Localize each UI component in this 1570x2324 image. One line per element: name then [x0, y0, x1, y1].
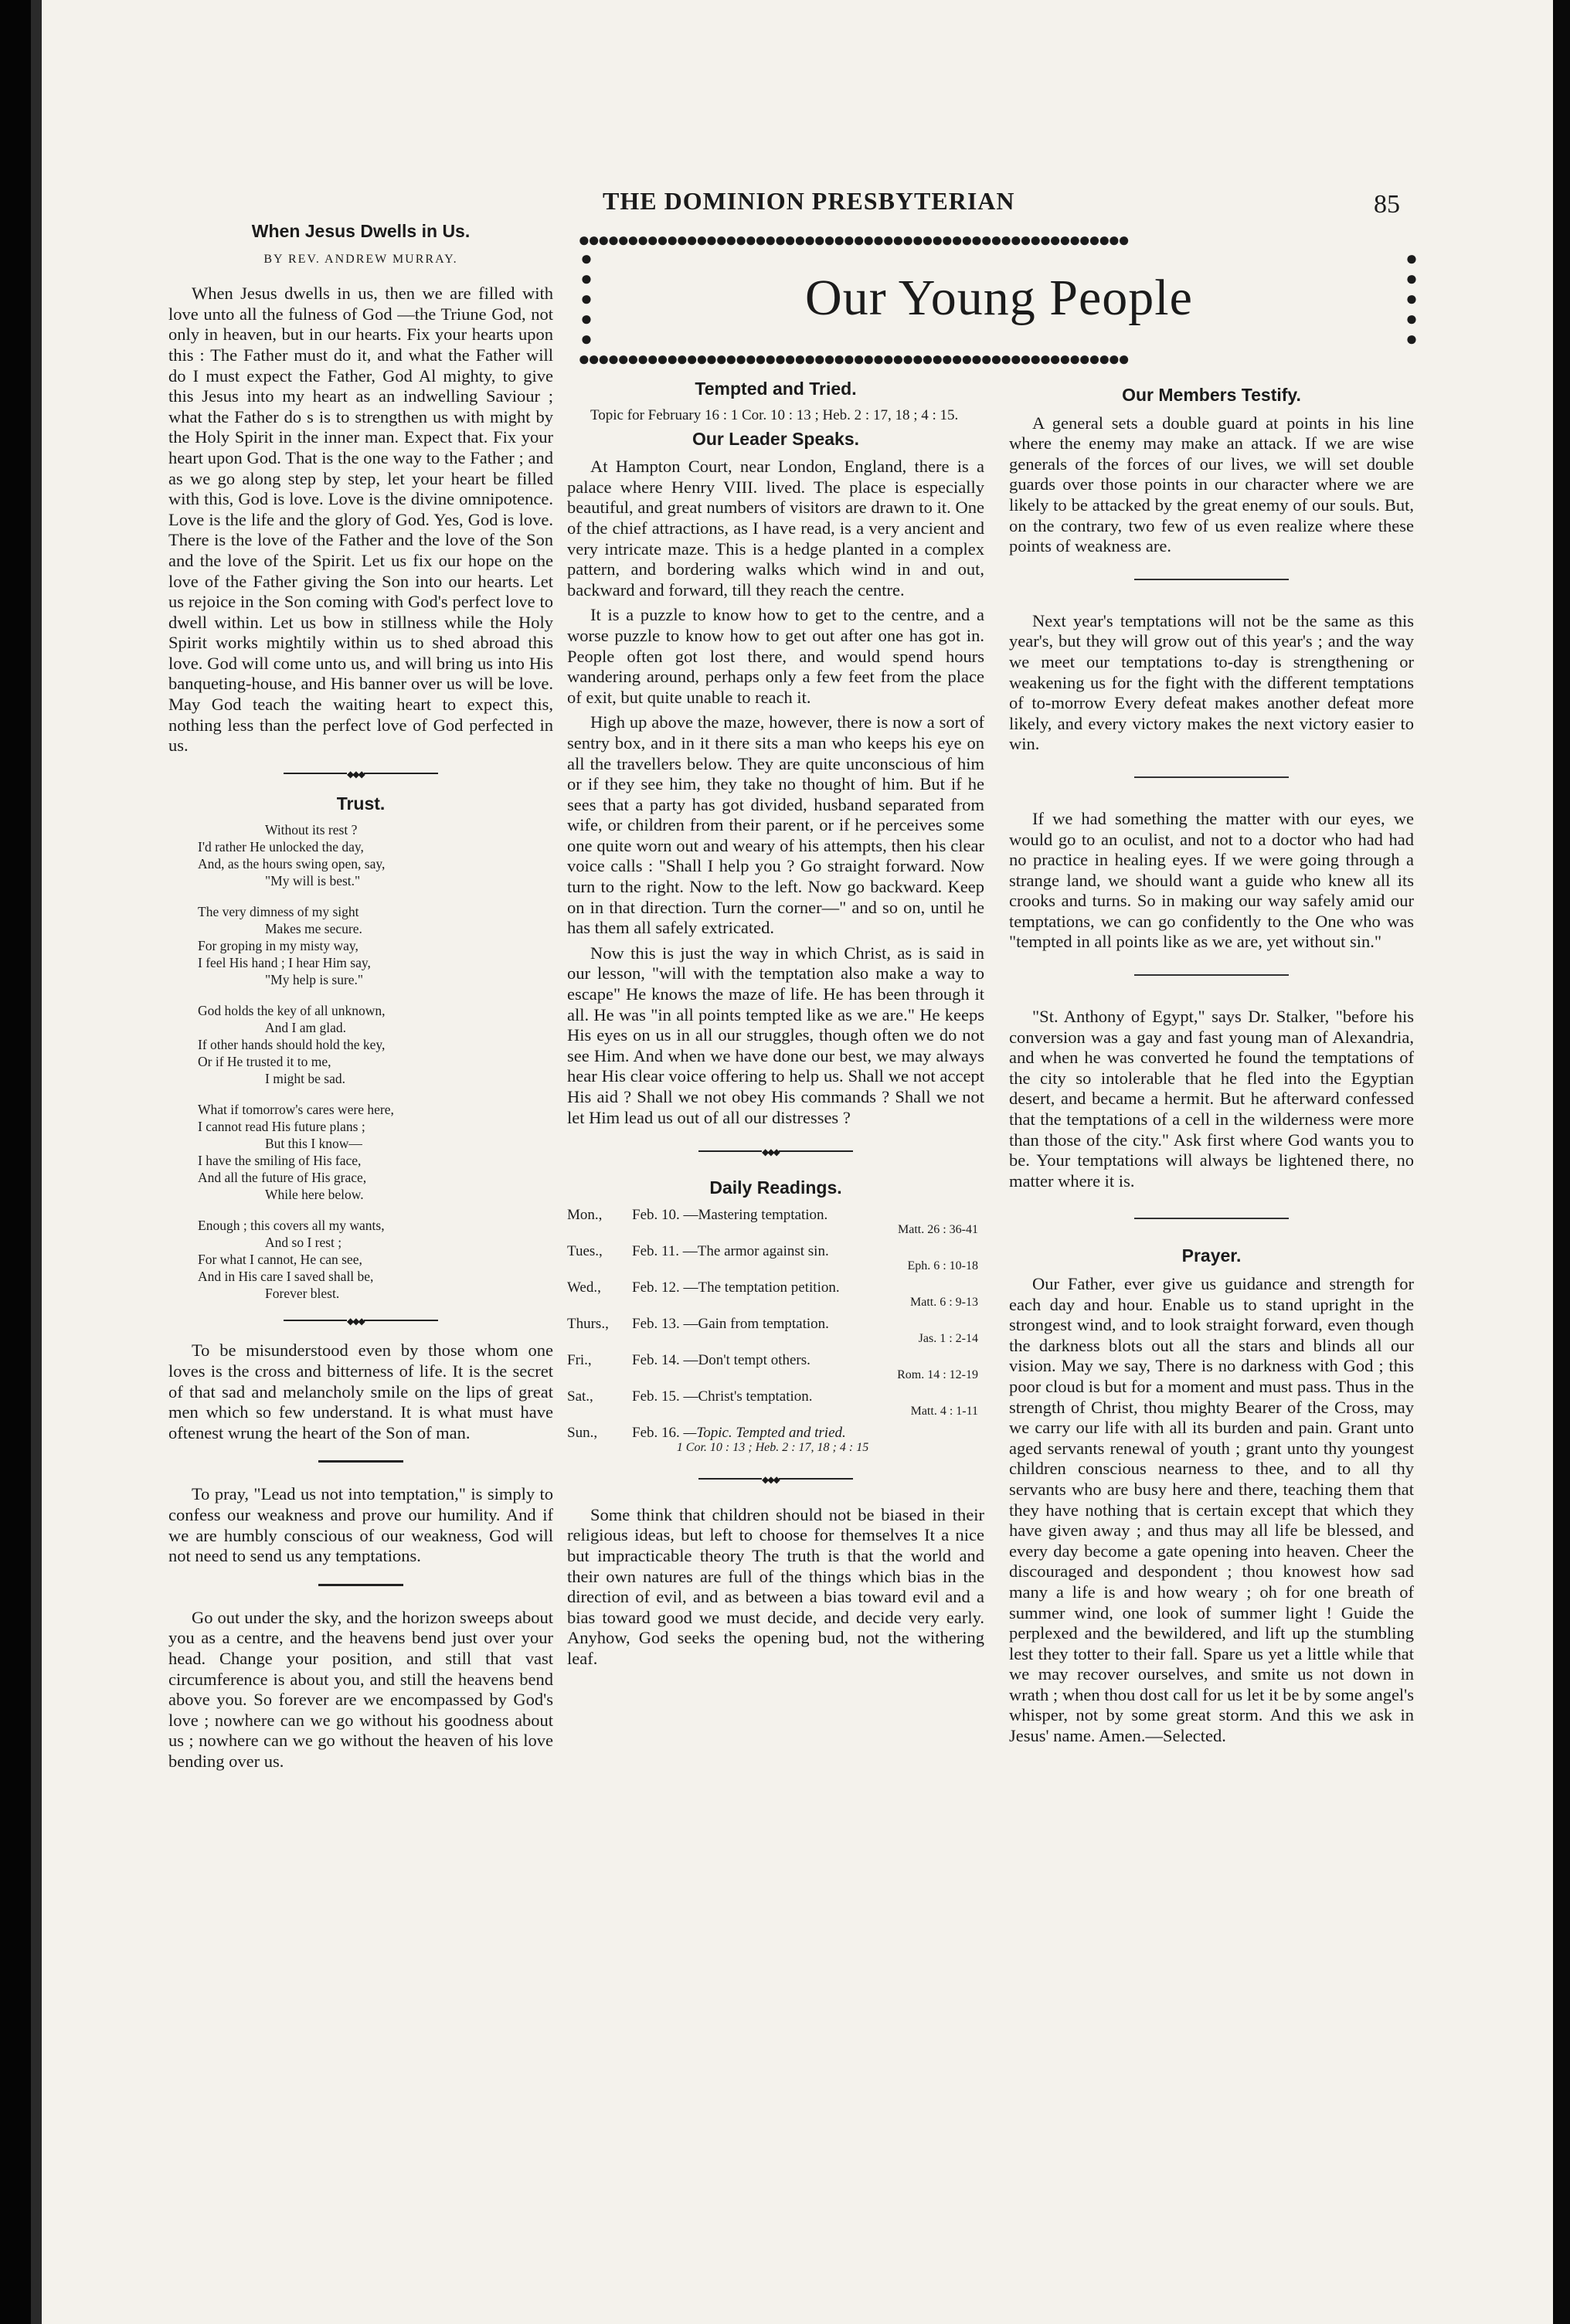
ornament-divider: [284, 1317, 438, 1323]
banner-border-top: ●●●●●●●●●●●●●●●●●●●●●●●●●●●●●●●●●●●●●●●●●●●●●●●●●●●●●●●●: [578, 232, 1128, 249]
scan-edge-left: [0, 0, 31, 2324]
page-number: 85: [1374, 190, 1400, 219]
column-middle: [567, 379, 984, 1674]
short-rule: [318, 1584, 403, 1586]
reading-row: Tues., Feb. 11. —The armor against sin. Eph. 6 : 10-18: [567, 1242, 978, 1272]
paragraph: A general sets a double guard at points in his line where the enemy may make an attack. If we are wise generals of the forces of our lives, we will set double guards over those points in our character where we are likely to be attacked by the great enemy of our souls. But, on the contrary, two few of us even realize where these points of weakness are.: [1009, 413, 1414, 556]
paragraph: It is a puzzle to know how to get to the centre, and a worse puzzle to know how to get out after one has got in. People often got lost there, and would spend hours wandering around, perhaps only a few feet from the place of exit, but quite unable to reach it.: [567, 605, 984, 707]
rule-divider: [1134, 776, 1289, 778]
paragraph-pray: To pray, "Lead us not into temptation," is simply to confess our weakness and prove our humility. And if we are humbly conscious of our weakness, God will not need to send us any temptations.: [168, 1484, 553, 1566]
banner-border-bottom: ●●●●●●●●●●●●●●●●●●●●●●●●●●●●●●●●●●●●●●●●●●●●●●●●●●●●●●●●: [578, 351, 1128, 368]
short-rule: [318, 1460, 403, 1463]
article-title: Tempted and Tried.: [695, 379, 857, 399]
banner-title: Our Young People: [805, 270, 1193, 326]
rule-divider: [1134, 579, 1289, 580]
scan-edge-left-shadow: [31, 0, 42, 2324]
ornament-divider: [698, 1148, 853, 1154]
stanza: Enough ; this covers all my wants, And so I rest ; For what I cannot, He can see, And in His care I saved shall be, Forever blest.: [198, 1218, 385, 1302]
reading-row: Sun., Feb. 16. —Topic. Tempted and tried. 1 Cor. 10 : 13 ; Heb. 2 : 17, 18 ; 4 : 15: [567, 1424, 869, 1454]
page-title: THE DOMINION PRESBYTERIAN: [603, 187, 1015, 215]
paragraph: Next year's temptations will not be the same as this year's, but they will grow out of this year's ; and the way we meet our temptations to-day is strengthening or weakening us for the fight with the different temptations of to-morrow Every defeat makes another defeat more likely, and every victory makes the next victory easier to win.: [1009, 610, 1414, 754]
paragraph: At Hampton Court, near London, England, there is a palace where Henry VIII. lived. The place is especially beautiful, and great numbers of visitors are drawn to it. One of the chief attractions, as I have read, is a very ancient and very intricate maze. This is a hedge planted in a complex pattern, and bordering walks which wind in and out, backward and forward, till they reach the centre.: [567, 457, 984, 600]
byline: BY REV. ANDREW MURRAY.: [263, 252, 458, 266]
article-title: When Jesus Dwells in Us.: [251, 221, 471, 241]
article-title: Our Members Testify.: [1122, 385, 1301, 405]
banner-border-left: ● ● ● ● ●: [580, 249, 593, 350]
readings-title: Daily Readings.: [709, 1177, 842, 1198]
section-banner: [578, 232, 1420, 368]
article-body: When Jesus dwells in us, then we are filled with love unto all the fulness of God —the Triune God, not only in heaven, but in our hearts. Fix your hearts upon this : The Father must do it, and what the Father will do I must expect the Father, God Al mighty, to give this Jesus into my heart as an indwelling Saviour ; what the Father do s is to strengthen us with might by the Holy Spirit in the inner man. Expect that. Fix your heart upon God. That is the one way to the Father ; and as we go along step by step, let your heart be filled with this, God is love. Love is the divine omnipotence. Love is the life and the glory of God. Yes, God is love. There is the love of the Father and the love of the Son and the love of the Spirit. Let us fix our hope on the love of the Father giving the Son into our hearts. Let us rejoice in the Son coming with God's perfect love to dwell within. Let us bow in stillness while the Holy Spirit works mightily within us to shed abroad this love. God will come unto us, and will bring us into His banqueting-house, and His banner over us will be love. May God teach the waiting heart to expect this, nothing less than the perfect love of God perfected in us.: [168, 284, 553, 756]
paragraph-children: Some think that children should not be biased in their religious ideas, but left to choose for themselves It a nice but impracticable theory The truth is that the world and their own natures are full of the things which bias in the direction of evil, and as between a bias toward evil and a bias toward good we must decide, and decide very early. Anyhow, God seeks the opening bud, not the withering leaf.: [567, 1504, 984, 1668]
prayer-title: Prayer.: [1181, 1245, 1242, 1266]
paragraph-sky: Go out under the sky, and the horizon sweeps about you as a centre, and the heavens bend just over your head. Change your position, and still that vast circumference is about you, and still the heavens bend above you. So forever are we encompassed by God's love ; nowhere can we go without his goodness about us ; nowhere can we go without the heaven of his love bending over us.: [168, 1607, 553, 1771]
scan-edge-right: [1553, 0, 1570, 2324]
reading-row: Fri., Feb. 14. —Don't tempt others. Rom. 14 : 12-19: [567, 1351, 978, 1381]
banner-border-right: ● ● ● ● ●: [1405, 249, 1418, 350]
daily-readings: [567, 1206, 984, 1454]
prayer-text: Our Father, ever give us guidance and strength for each day and hour. Enable us to stand upright in the strongest wind, and to look straight forward, even though the darkness blots out all the stars and blinds all our vision. May we say, There is no darkness with God ; this poor cloud is but for a moment and must pass. Thus in the strength of Christ, thou mighty Bearer of the Cross, may we carry our life with all its burden and pain. Grant unto aged servants renewal of youth ; grant unto thy youngest children conscious nearness to thee, and to all thy servants who are busy here and there, teaching them that they have nothing that is certain except that which they have given away ; and thus may all life be blessed, and every day become a gate opening into heaven. Cheer the discouraged and despondent ; thou knowest how sad many a life is and how weary ; oh for one breath of summer wind, one look of summer light ! Guide the perplexed and the bewildered, and lift up the stumbling lest they totter to their fall. Spare us yet a little while that we may recover ourselves, and smite us not down in wrath ; when thou dost call for us let it be by some angel's whisper, not by some great storm. And this we ask in Jesus' name. Amen.—Selected.: [1009, 1274, 1414, 1746]
paragraph: If we had something the matter with our eyes, we would go to an oculist, and not to a doctor who had had no practice in healing eyes. If we were going through a strange land, we should want a guide who knew all its crooks and turns. So in making our way safely amid our temptations, we can go confidently to the One who was "tempted in all points like as we are, yet without sin.": [1009, 808, 1414, 952]
rule-divider: [1134, 1218, 1289, 1219]
reading-row: Thurs., Feb. 13. —Gain from temptation. Jas. 1 : 2-14: [567, 1315, 978, 1345]
paragraph-misunderstood: To be misunderstood even by those whom one loves is the cross and bitterness of life. It is the secret of that sad and melancholy smile on the lips of great men which so few understand. It is what must have oftenest wrung the heart of the Son of man.: [168, 1340, 553, 1442]
stanza: God holds the key of all unknown, And I am glad. If other hands should hold the key, Or if He trusted it to me, I might be sad.: [198, 1003, 386, 1087]
ornament-divider: [284, 770, 438, 776]
paragraph: "St. Anthony of Egypt," says Dr. Stalker, "before his conversion was a gay and fast young man of Alexandria, and when he was converted he found the temptations of the city so intolerable that he fled into the Egyptian desert, and became a hermit. But he afterward confessed that the temptations of a cell in the wilderness were more than those of the city." Ask first where God wants you to be. Your temptations will always be lightened there, no matter where it is.: [1009, 1007, 1414, 1191]
reading-row: Wed., Feb. 12. —The temptation petition. Matt. 6 : 9-13: [567, 1279, 978, 1309]
paragraph: High up above the maze, however, there is now a sort of sentry box, and in it there sits a man who keeps his eye on all the travellers below. They are quite unconscious of him or if they see him, they take no thought of him. But if he sees that a party has got divided, husband separated from wife, or children from their parent, or if he perceives some one quite worn out and weary of his attempts, then his clear voice calls : "Shall I help you ? Go straight forward. Now turn to the right. Now to the left. Now go backward. Keep on in that direction. Turn the corner—" and so on, until he has them all safely extricated.: [567, 712, 984, 938]
poem: [168, 821, 553, 1302]
ornament-divider: [698, 1476, 853, 1482]
column-left: [168, 221, 553, 1777]
stanza: Without its rest ? I'd rather He unlocked the day, And, as the hours swing open, say, "My will is best.": [198, 822, 386, 889]
paragraph: Now this is just the way in which Christ, as is said in our lesson, "will with the temptation also make a way to escape" He knows the maze of life. He has been through it all. He was "in all points tempted like as we are." He keeps His eyes on us in all our struggles, though often we do not see Him. And when we have done our best, we may always hear His clear voice offering to help us. Shall we not accept His aid ? Shall we not obey His commands ? Shall we not let Him lead us out of all our distresses ?: [567, 943, 984, 1127]
stanza: The very dimness of my sight Makes me secure. For groping in my misty way, I feel His hand ; I hear Him say, "My help is sure.": [198, 904, 371, 988]
stanza: What if tomorrow's cares were here, I cannot read His future plans ; But this I know— I have the smiling of His face, And all the future of His grace, While here below.: [198, 1102, 394, 1203]
topic-line: Topic for February 16 : 1 Cor. 10 : 13 ; Heb. 2 : 17, 18 ; 4 : 15.: [590, 406, 959, 423]
poem-title: Trust.: [336, 793, 386, 814]
reading-row: Mon., Feb. 10. —Mastering temptation. Matt. 26 : 36-41: [567, 1206, 978, 1236]
article-subtitle: Our Leader Speaks.: [692, 428, 860, 449]
reading-row: Sat., Feb. 15. —Christ's temptation. Matt. 4 : 1-11: [567, 1388, 978, 1418]
column-right: [1009, 385, 1414, 1751]
rule-divider: [1134, 974, 1289, 976]
